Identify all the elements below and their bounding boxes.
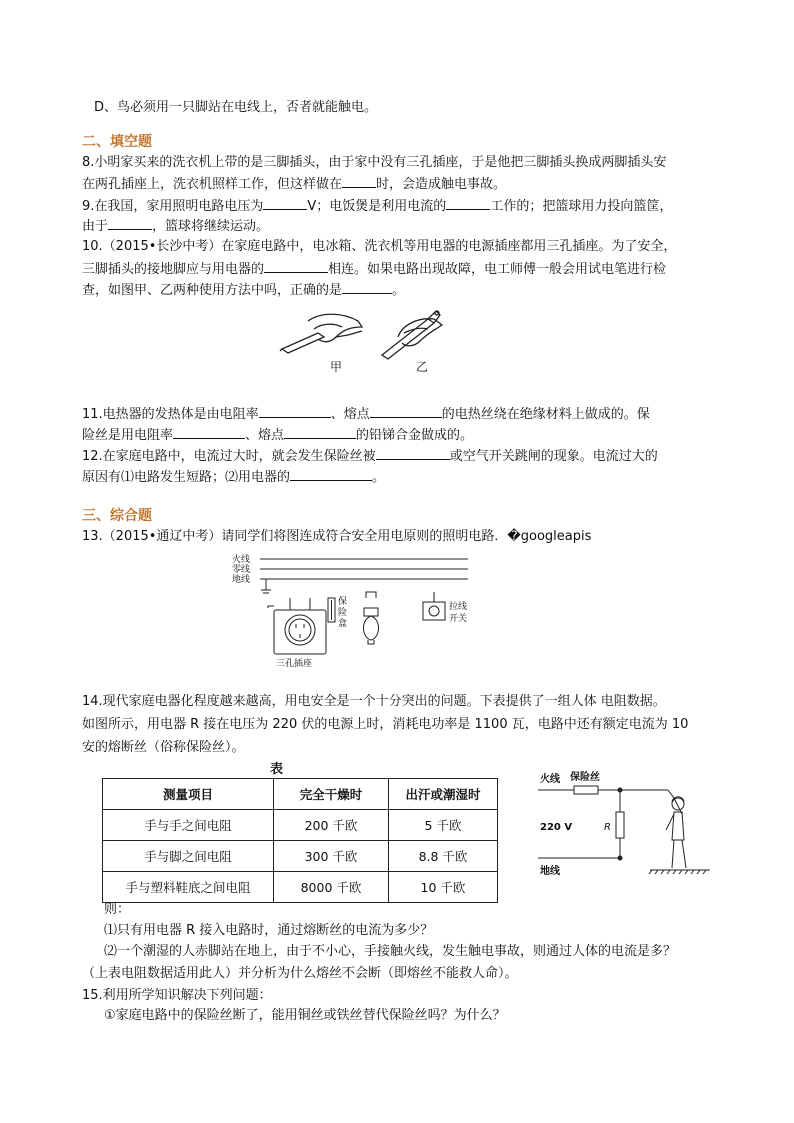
label-fuse-box-char: 险 xyxy=(338,608,348,618)
label-live: 火线 xyxy=(540,774,560,785)
question-10-text: 相连。如果电路出现故障，电工师傅一般会用试电笔进行检 xyxy=(328,262,667,277)
table-cell: 5 千欧 xyxy=(389,810,498,841)
table-caption: 表 xyxy=(270,762,284,777)
label-fuse: 保险丝 xyxy=(570,772,600,783)
question-9-line-1 xyxy=(82,195,672,217)
label-socket: 三孔插座 xyxy=(276,659,313,669)
label-fuse-box xyxy=(338,596,347,629)
question-8-line-2 xyxy=(82,173,506,195)
question-12-text: 。 xyxy=(372,470,386,485)
question-14-sub-2-cont: （上表电阻数据适用此人）并分析为什么熔丝不会断（即熔丝不能救人命）。 xyxy=(82,966,518,981)
table-cell: 200 千欧 xyxy=(274,810,389,841)
question-9-line-2 xyxy=(82,215,269,237)
blank xyxy=(173,424,245,439)
question-8-line-1: 8.小明家买来的洗衣机上带的是三脚插头，由于家中没有三孔插座，于是他把三脚插头换成两脚插头安 xyxy=(82,155,667,170)
pull-switch-icon xyxy=(423,602,445,620)
socket-box xyxy=(274,610,326,654)
blank xyxy=(342,279,392,294)
table-header: 测量项目 xyxy=(103,779,274,810)
blank xyxy=(284,424,356,439)
question-11-line-1 xyxy=(82,403,650,425)
question-12-line-2 xyxy=(82,466,385,488)
question-11-text: 的电热丝绕在绝缘材料上做成的。保 xyxy=(441,407,650,422)
blank xyxy=(290,466,372,481)
question-15: 15.利用所学知识解决下列问题： xyxy=(82,988,272,1003)
question-11-text: 、熔点 xyxy=(245,428,285,443)
table-cell: 8000 千欧 xyxy=(274,872,389,903)
question-10-line-1: 10.（2015•长沙中考）在家庭电路中，电冰箱、洗衣机等用电器的电源插座都用三孔插座。为了安全， xyxy=(82,239,677,254)
question-15-sub-1: ①家庭电路中的保险丝断了，能用铜丝或铁丝替代保险丝吗？为什么？ xyxy=(104,1008,506,1023)
resistance-table xyxy=(102,778,498,903)
question-14-line-3: 安的熔断丝（俗称保险丝）。 xyxy=(82,740,245,755)
question-12-text: 12.在家庭电路中，电流过大时，就会发生保险丝被 xyxy=(82,449,376,464)
label-resistor: R xyxy=(604,822,611,833)
table-row xyxy=(103,810,498,841)
question-14-then: 则： xyxy=(104,902,131,917)
section-heading-comprehensive: 三、综合题 xyxy=(82,508,152,524)
bulb-icon xyxy=(363,616,378,640)
blank xyxy=(446,195,490,210)
question-12-text: 原因有⑴电路发生短路；⑵用电器的 xyxy=(82,470,291,485)
fuse-icon xyxy=(574,786,598,794)
blank xyxy=(263,195,307,210)
wiring-diagram xyxy=(230,548,478,670)
resistor-icon xyxy=(616,812,624,838)
label-pull-switch-1: 拉线 xyxy=(449,602,468,612)
question-12-line-1 xyxy=(82,445,658,467)
table-header-row xyxy=(103,779,498,810)
blank xyxy=(376,445,450,460)
question-12-text: 或空气开关跳闸的现象。电流过大的 xyxy=(449,449,658,464)
figure-label-jia: 甲 xyxy=(330,360,343,374)
table-row xyxy=(103,841,498,872)
question-10-line-2 xyxy=(82,258,666,280)
table-cell: 手与手之间电阻 xyxy=(103,810,274,841)
label-pull-switch-2: 开关 xyxy=(449,614,468,624)
table-cell: 10 千欧 xyxy=(389,872,498,903)
question-11-text: 险丝是用电阻率 xyxy=(82,428,174,443)
question-13: 13.（2015•通辽中考）请同学们将图连成符合安全用电原则的照明电路．�googleapis xyxy=(82,529,592,544)
shock-circuit-diagram xyxy=(532,760,722,886)
table-row xyxy=(103,872,498,903)
table-cell: 8.8 千欧 xyxy=(389,841,498,872)
test-pen-hand-yi xyxy=(382,311,442,359)
question-10-text: 三脚插头的接地脚应与用电器的 xyxy=(82,262,265,277)
label-voltage: 220 V xyxy=(540,822,573,833)
label-fuse-box-char: 保 xyxy=(338,597,348,607)
label-live: 火线 xyxy=(232,555,251,565)
label-neutral: 零线 xyxy=(232,565,251,575)
blank xyxy=(370,403,442,418)
question-14-sub-1: ⑴只有用电器 R 接入电路时，通过熔断丝的电流为多少？ xyxy=(104,923,434,938)
blank xyxy=(342,173,376,188)
question-14-line-1: 14.现代家庭电器化程度越来越高，用电安全是一个十分突出的问题。下表提供了一组人体 电阻数据。 xyxy=(82,694,666,709)
table-cell: 手与塑料鞋底之间电阻 xyxy=(103,872,274,903)
table-header: 出汗或潮湿时 xyxy=(389,779,498,810)
question-11-text: 11.电热器的发热体是由电阻率 xyxy=(82,407,259,422)
figure-label-yi: 乙 xyxy=(416,360,429,374)
question-11-text: 、熔点 xyxy=(330,407,370,422)
test-pen-hand-jia xyxy=(280,314,362,353)
option-d: D、鸟必须用一只脚站在电线上，否者就能触电。 xyxy=(94,100,378,115)
lamp-socket xyxy=(364,608,378,616)
blank xyxy=(264,258,328,273)
test-pen-figure xyxy=(278,303,468,375)
question-14-sub-2: ⑵一个潮湿的人赤脚站在地上，由于不小心，手接触火线，发生触电事故，则通过人体的电流是多？ xyxy=(104,944,677,959)
question-9-text: V；电饭煲是利用电流的 xyxy=(307,199,447,214)
question-10-text: 。 xyxy=(392,283,406,298)
question-10-line-3 xyxy=(82,279,405,301)
question-11-line-2 xyxy=(82,424,473,446)
earth-hatch xyxy=(649,870,706,874)
question-9-text: 9.在我国，家用照明电路电压为 xyxy=(82,199,264,214)
label-fuse-box-char: 盒 xyxy=(338,619,348,629)
question-11-text: 的铅锑合金做成的。 xyxy=(356,428,474,443)
label-ground: 地线 xyxy=(540,866,560,877)
person-icon xyxy=(666,790,686,868)
table-cell: 300 千欧 xyxy=(274,841,389,872)
question-10-text: 查，如图甲、乙两种使用方法中吗，正确的是 xyxy=(82,283,343,298)
question-9-text: ，篮球将继续运动。 xyxy=(152,219,270,234)
question-14-line-2: 如图所示，用电器 R 接在电压为 220 伏的电源上时，消耗电功率是 1100 瓦，电路中还有额定电流为 10 xyxy=(82,717,689,732)
blank xyxy=(259,403,331,418)
question-8-text: 在两孔插座上，洗衣机照样工作，但这样做在 xyxy=(82,177,343,192)
label-ground: 地线 xyxy=(232,575,251,585)
question-9-text: 由于 xyxy=(82,219,109,234)
table-header: 完全干燥时 xyxy=(274,779,389,810)
question-8-text: 时，会造成触电事故。 xyxy=(376,177,507,192)
table-cell: 手与脚之间电阻 xyxy=(103,841,274,872)
section-heading-fill-blank: 二、填空题 xyxy=(82,134,152,150)
blank xyxy=(108,215,152,230)
question-9-text: 工作的；把篮球用力投向篮筐， xyxy=(490,199,673,214)
